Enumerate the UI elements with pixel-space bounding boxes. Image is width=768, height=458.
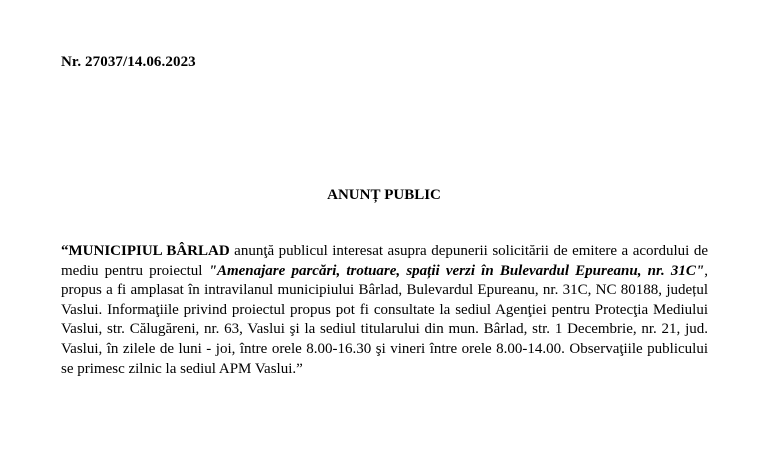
- paragraph-text-details: , propus a fi amplasat în intravilanul municipiului Bârlad, Bulevardul Epureanu, nr. 31C, NC 80188, județul Vaslui. Informaţiile privind proiectul propus pot fi consultate la sediul Agenţiei pentru Protecţia Mediului Vaslui, str. Călugăreni, nr. 63, Vaslui şi la sediul titularului din mun. Bârlad, str. 1 Decembrie, nr. 21, jud. Vaslui, în zilele de luni - joi, între orele 8.00-16.30 şi vineri între orele 8.00-14.00. Observaţiile publicului se primesc zilnic la sediul APM Vaslui.”: [61, 262, 708, 377]
- issuer-name: “MUNICIPIUL BÂRLAD: [61, 243, 230, 259]
- paragraph-text-intro: anunţă publicul interesat asupra depunerii solicitării de emitere a acordului de mediu pentru proiectul: [61, 243, 708, 279]
- document-title: ANUNȚ PUBLIC: [327, 187, 441, 203]
- announcement-paragraph: [61, 242, 708, 379]
- document-reference-number: Nr. 27037/14.06.2023: [61, 54, 196, 70]
- project-name: "Amenajare parcări, trotuare, spații verzi în Bulevardul Epureanu, nr. 31C": [208, 262, 705, 279]
